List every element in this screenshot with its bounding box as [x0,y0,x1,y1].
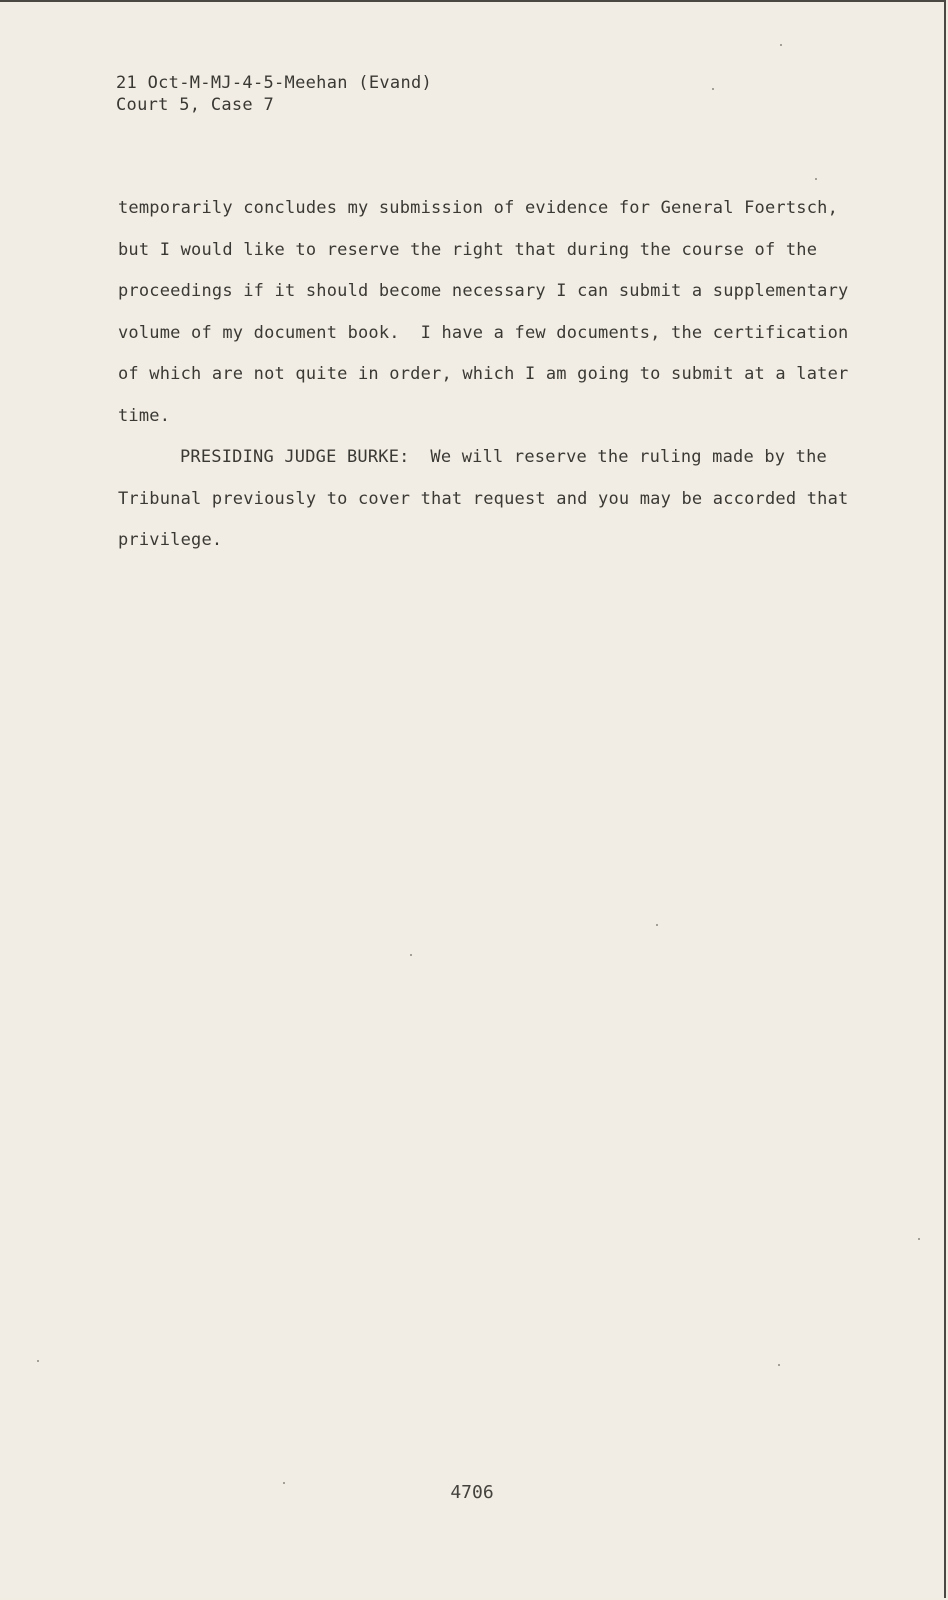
paper-speck [712,88,714,90]
paper-speck [283,1482,285,1484]
paper-speck [815,178,817,180]
transcript-line: temporarily concludes my submission of evidence for General Foertsch, [118,198,839,218]
speaker-line: PRESIDING JUDGE BURKE: We will reserve the ruling made by the [180,447,827,467]
transcript-line: but I would like to reserve the right that during the course of the [118,239,818,260]
header-session-line: 21 Oct-M-MJ-4-5-Meehan (Evand) [116,73,433,93]
transcript-line: time. [118,405,171,426]
transcript-line: volume of my document book. I have a few documents, the certification [118,322,849,343]
document-header [116,72,432,116]
paper-speck [37,1360,39,1362]
header-court-line: Court 5, Case 7 [116,95,275,115]
transcript-line: of which are not quite in order, which I am going to submit at a later [118,364,849,384]
transcript-line: Tribunal previously to cover that request and you may be accorded that [118,488,849,509]
transcript-line: proceedings if it should become necessary I can submit a supplementary [118,281,849,301]
paper-speck [780,44,782,46]
paper-speck [410,954,412,956]
paper-speck [656,924,658,926]
transcript-body [118,194,849,568]
transcript-line: privilege. [118,530,223,550]
page-number: 4706 [450,1482,494,1503]
paper-speck [918,1238,920,1240]
paper-speck [778,1364,780,1366]
